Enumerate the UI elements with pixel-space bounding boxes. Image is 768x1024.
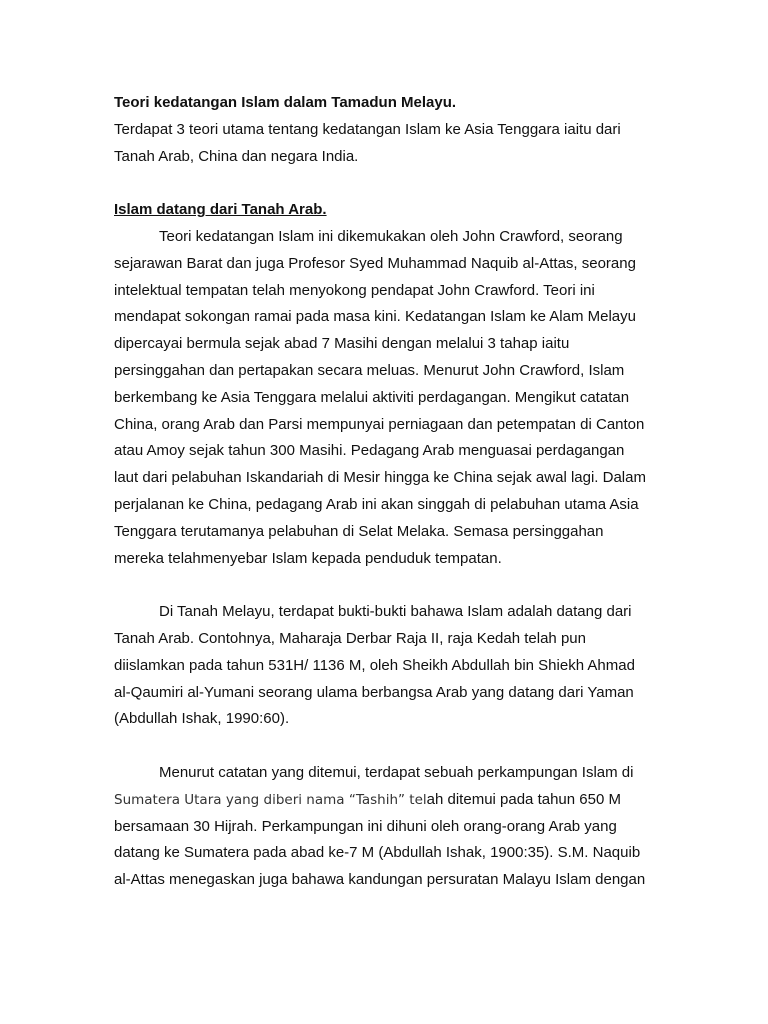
document-title: Teori kedatangan Islam dalam Tamadun Melayu. — [114, 94, 457, 111]
paragraph2-line: Di Tanah Melayu, terdapat bukti-bukti bahawa Islam adalah datang dari — [159, 603, 632, 621]
paragraph2-line: diislamkan pada tahun 531H/ 1136 M, oleh Sheikh Abdullah bin Shiekh Ahmad — [114, 656, 635, 674]
paragraph1-line: China, orang Arab dan Parsi mempunyai perniagaan dan petempatan di Canton — [114, 415, 645, 433]
intro-line: Terdapat 3 teori utama tentang kedatangan Islam ke Asia Tenggara iaitu dari — [114, 120, 621, 138]
paragraph3-line: bersamaan 30 Hijrah. Perkampungan ini dihuni oleh orang-orang Arab yang — [114, 817, 617, 835]
paragraph1-line: Tenggara terutamanya pelabuhan di Selat Melaka. Semasa persinggahan — [114, 522, 604, 540]
paragraph1-line: laut dari pelabuhan Iskandariah di Mesir hingga ke China sejak awal lagi. Dalam — [114, 469, 646, 487]
paragraph1-line: berkembang ke Asia Tenggara melalui aktiviti perdagangan. Mengikut catatan — [114, 388, 630, 406]
paragraph3-line: Menurut catatan yang ditemui, terdapat sebuah perkampungan Islam di — [159, 763, 634, 781]
paragraph1-line: mereka telahmenyebar Islam kepada penduduk tempatan. — [114, 549, 502, 567]
paragraph-gap — [114, 733, 674, 760]
paragraph1-line: dipercayai bermula sejak abad 7 Masihi dengan melalui 3 tahap iaitu — [114, 335, 570, 353]
paragraph1-line: sejarawan Barat dan juga Profesor Syed Muhammad Naquib al-Attas, seorang — [114, 254, 636, 272]
paragraph2-line: al-Qaumiri al-Yumani seorang ulama berbangsa Arab yang datang dari Yaman — [114, 683, 634, 701]
paragraph2-line: (Abdullah Ishak, 1990:60). — [114, 710, 290, 728]
paragraph2-line: Tanah Arab. Contohnya, Maharaja Derbar Raja II, raja Kedah telah pun — [114, 629, 586, 647]
intro-line: Tanah Arab, China dan negara India. — [114, 147, 359, 165]
section-heading: Islam datang dari Tanah Arab. — [114, 201, 327, 219]
paragraph1-line: mendapat sokongan ramai pada masa kini. Kedatangan Islam ke Alam Melayu — [114, 308, 636, 326]
paragraph1-line: persinggahan dan pertapakan secara meluas. Menurut John Crawford, Islam — [114, 361, 625, 379]
paragraph3-line-mixed — [114, 787, 674, 814]
paragraph3-line: datang ke Sumatera pada abad ke-7 M (Abdullah Ishak, 1900:35). S.M. Naquib — [114, 844, 641, 862]
paragraph3-line-rest-segment: ah ditemui pada tahun 650 M — [426, 790, 621, 808]
paragraph3-line-alt-font-segment: Sumatera Utara yang diberi nama “Tashih” tel — [114, 791, 427, 808]
paragraph3-line: al-Attas menegaskan juga bahawa kandungan persuratan Malayu Islam dengan — [114, 871, 646, 889]
paragraph-gap — [114, 572, 674, 599]
paragraph1-line: atau Amoy sejak tahun 300 Masihi. Pedagang Arab menguasai perdagangan — [114, 442, 625, 460]
paragraph1-line: perjalanan ke China, pedagang Arab ini akan singgah di pelabuhan utama Asia — [114, 495, 639, 513]
paragraph-gap — [114, 170, 674, 197]
paragraph1-line: intelektual tempatan telah menyokong pendapat John Crawford. Teori ini — [114, 281, 595, 299]
document-body — [114, 90, 674, 894]
paragraph1-line: Teori kedatangan Islam ini dikemukakan oleh John Crawford, seorang — [159, 227, 623, 245]
